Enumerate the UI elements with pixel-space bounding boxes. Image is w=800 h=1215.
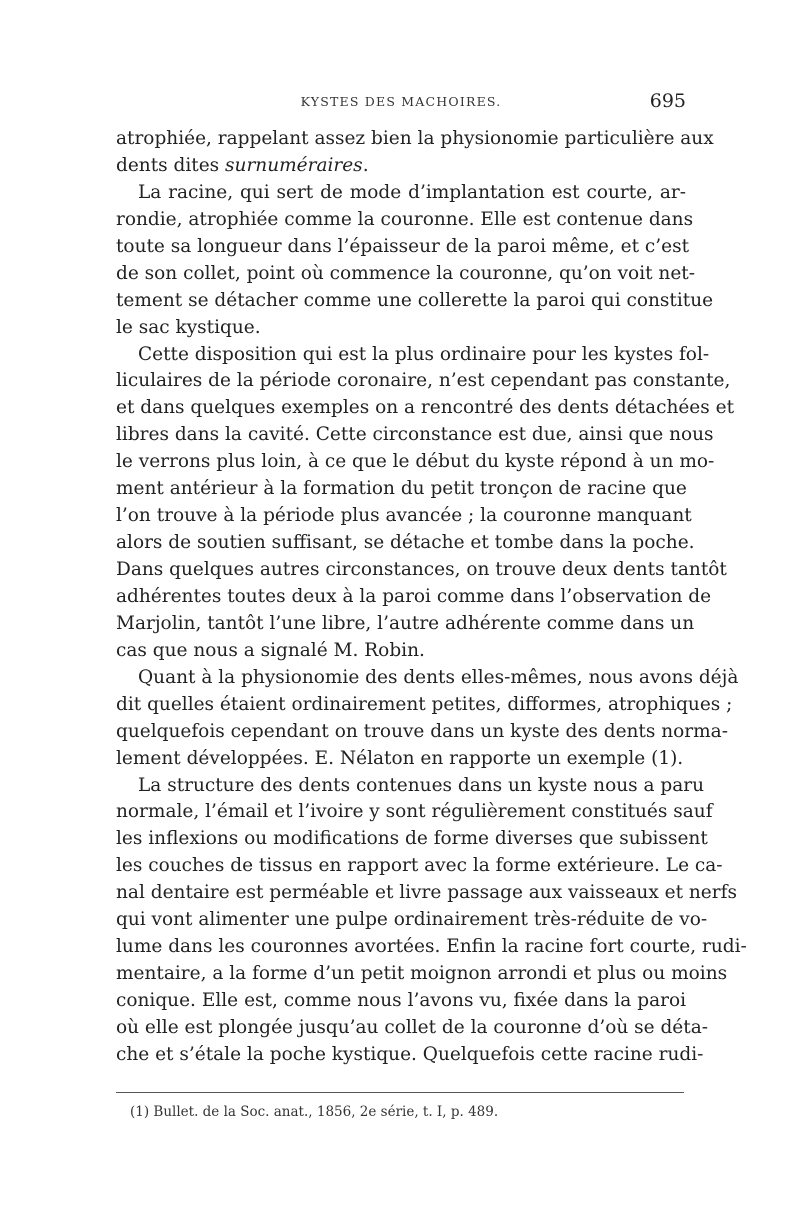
text-line: normale, l’émail et l’ivoire y sont régulièrement constitués sauf [116,801,713,823]
text-line: qui vont alimenter une pulpe ordinairement très-réduite de vo- [116,909,708,931]
text-line: che et s’étale la poche kystique. Quelquefois cette racine rudi- [116,1043,704,1065]
paragraph-start-line: La racine, qui sert de mode d’implantation est courte, ar- [138,181,686,203]
text-line: lement développées. E. Nélaton en rapporte un exemple (1). [116,747,684,769]
text-line: dit quelles étaient ordinairement petites, difformes, atrophiques ; [116,693,733,715]
body-text [116,126,747,1069]
text-line: liculaires de la période coronaire, n’est cependant pas constante, [116,370,731,392]
text-line-surnumeraires [116,153,686,180]
text-line: les couches de tissus en rapport avec la forme extérieure. Le ca- [116,855,723,877]
text-line: atrophiée, rappelant assez bien la physionomie particulière aux [116,128,714,149]
text-line: alors de soutien suffisant, se détache et tombe dans la poche. [116,532,695,554]
footnote: (1) Bullet. de la Soc. anat., 1856, 2e série, t. I, p. 489. [130,1104,499,1120]
text-line: rondie, atrophiée comme la couronne. Elle est contenue dans [116,208,694,230]
page-number: 695 [649,90,686,112]
page-header [116,90,686,120]
text-line: adhérentes toutes deux à la paroi comme dans l’observation de [116,585,712,607]
text-line: le verrons plus loin, à ce que le début du kyste répond à un mo- [116,451,715,473]
paragraph-start-line: Quant à la physionomie des dents elles-mêmes, nous avons déjà [138,666,739,688]
footnote-divider [116,1092,684,1093]
text-line: nal dentaire est perméable et livre passage aux vaisseaux et nerfs [116,882,737,904]
text-line: les inflexions ou modifications de forme diverses que subissent [116,828,708,850]
text-line: tement se détacher comme une collerette la paroi qui constitue [116,289,714,311]
text-line: l’on trouve à la période plus avancée ; la couronne manquant [116,505,692,527]
text-line: libres dans la cavité. Cette circonstance est due, ainsi que nous [116,424,714,446]
italic-term: surnuméraires [225,154,363,176]
paragraph-start-line: La structure des dents contenues dans un kyste nous a paru [138,774,705,796]
text-line-suffix: . [362,154,369,176]
text-line-prefix: dents dites [116,154,226,176]
text-line: lume dans les couronnes avortées. Enfin la racine fort courte, rudi- [116,936,747,958]
text-line: toute sa longueur dans l’épaisseur de la paroi même, et c’est [116,235,690,257]
text-line: de son collet, point où commence la couronne, qu’on voit net- [116,262,695,284]
text-line: mentaire, a la forme d’un petit moignon arrondi et plus ou moins [116,963,728,985]
text-line: et dans quelques exemples on a rencontré des dents détachées et [116,397,735,419]
text-line: où elle est plongée jusqu’au collet de la couronne d’où se déta- [116,1016,708,1038]
text-line: Dans quelques autres circonstances, on trouve deux dents tantôt [116,559,727,580]
text-line: cas que nous a signalé M. Robin. [116,639,425,661]
paragraph-start-line: Cette disposition qui est la plus ordinaire pour les kystes fol- [138,343,710,365]
text-line: ment antérieur à la formation du petit tronçon de racine que [116,478,687,500]
text-line: le sac kystique. [116,316,261,338]
text-line: conique. Elle est, comme nous l’avons vu, fixée dans la paroi [116,990,686,1011]
text-line: Marjolin, tantôt l’une libre, l’autre adhérente comme dans un [116,612,695,634]
running-title: KYSTES DES MACHOIRES. [300,94,502,109]
text-line: quelquefois cependant on trouve dans un kyste des dents norma- [116,720,728,742]
